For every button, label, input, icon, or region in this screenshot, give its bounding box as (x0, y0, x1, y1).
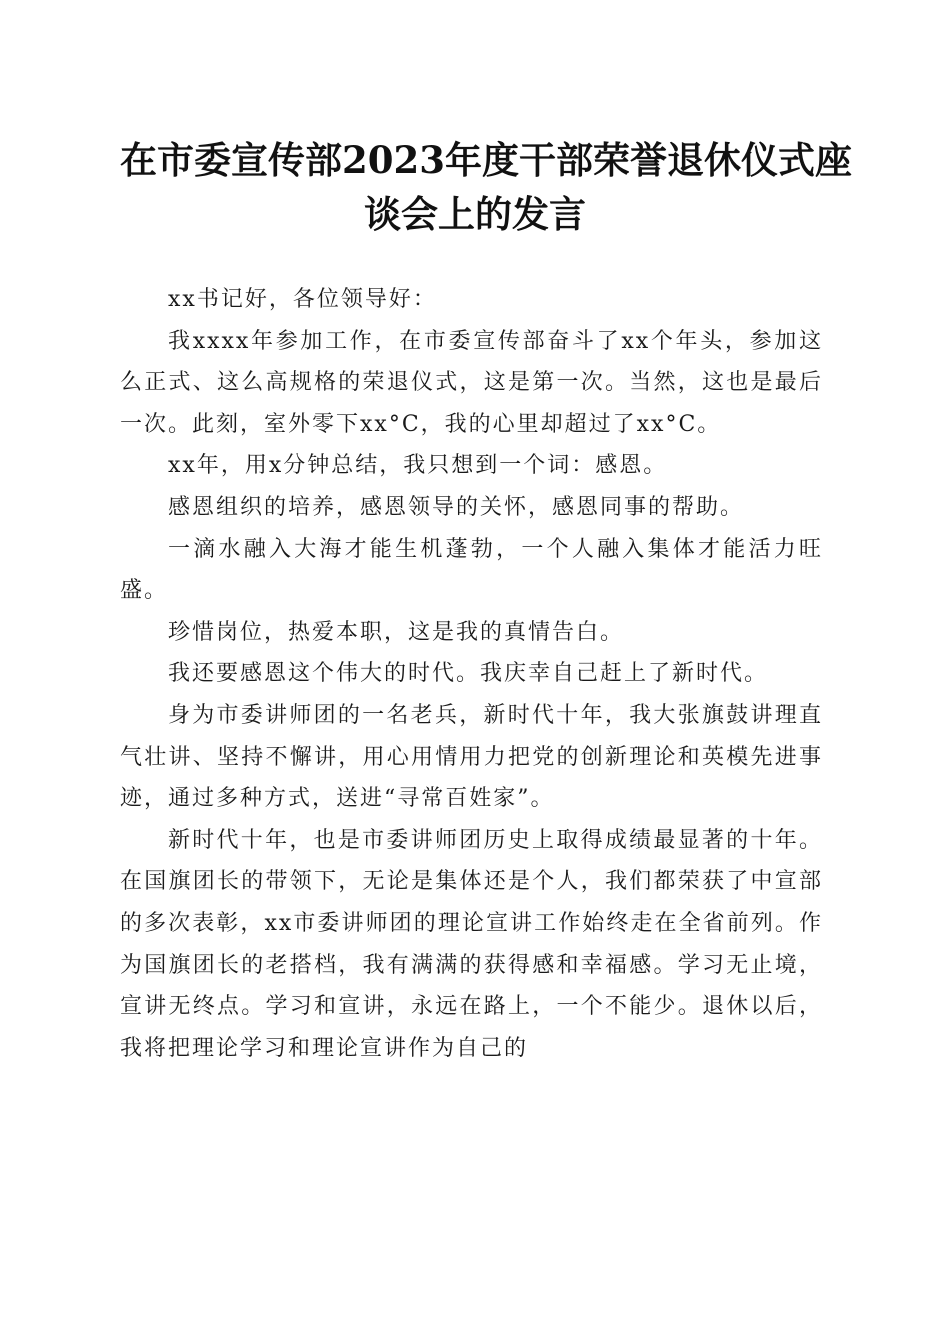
title-line-2: 谈会上的发言 (364, 192, 586, 236)
document-body (120, 279, 823, 1069)
body-paragraph: 感恩组织的培养，感恩领导的关怀，感恩同事的帮助。 (168, 494, 745, 520)
body-paragraph: 一滴水融入大海才能生机蓬勃，一个人融入集体才能活力旺盛。 (120, 536, 823, 604)
body-paragraph: 我还要感恩这个伟大的时代。我庆幸自己赶上了新时代。 (168, 661, 769, 687)
body-paragraph: 珍惜岗位，热爱本职，这是我的真情告白。 (168, 619, 625, 645)
body-paragraph: 身为市委讲师团的一名老兵，新时代十年，我大张旗鼓讲理直气壮讲、坚持不懈讲，用心用情用力把党的创新理论和英模先进事迹，通过多种方式，送进“寻常百姓家”。 (120, 702, 823, 812)
body-paragraph: 我xxxx年参加工作，在市委宣传部奋斗了xx个年头，参加这么正式、这么高规格的荣退仪式，这是第一次。当然，这也是最后一次。此刻，室外零下xx°C，我的心里却超过了xx°C。 (120, 328, 823, 437)
title-line-1: 在市委宣传部2023年度干部荣誉退休仪式座 (120, 138, 852, 182)
body-paragraph: 新时代十年，也是市委讲师团历史上取得成绩最显著的十年。在国旗团长的带领下，无论是集体还是个人，我们都荣获了中宣部的多次表彰，xx市委讲师团的理论宣讲工作始终走在全省前列。作为国旗团长的老搭档，我有满满的获得感和幸福感。学习无止境，宣讲无终点。学习和宣讲，永远在路上，一个不能少。退休以后，我将把理论学习和理论宣讲作为自己的 (120, 827, 823, 1061)
document-title (120, 133, 852, 241)
salutation-paragraph: xx书记好，各位领导好： (168, 287, 437, 312)
body-paragraph: xx年，用x分钟总结，我只想到一个词：感恩。 (168, 453, 668, 479)
